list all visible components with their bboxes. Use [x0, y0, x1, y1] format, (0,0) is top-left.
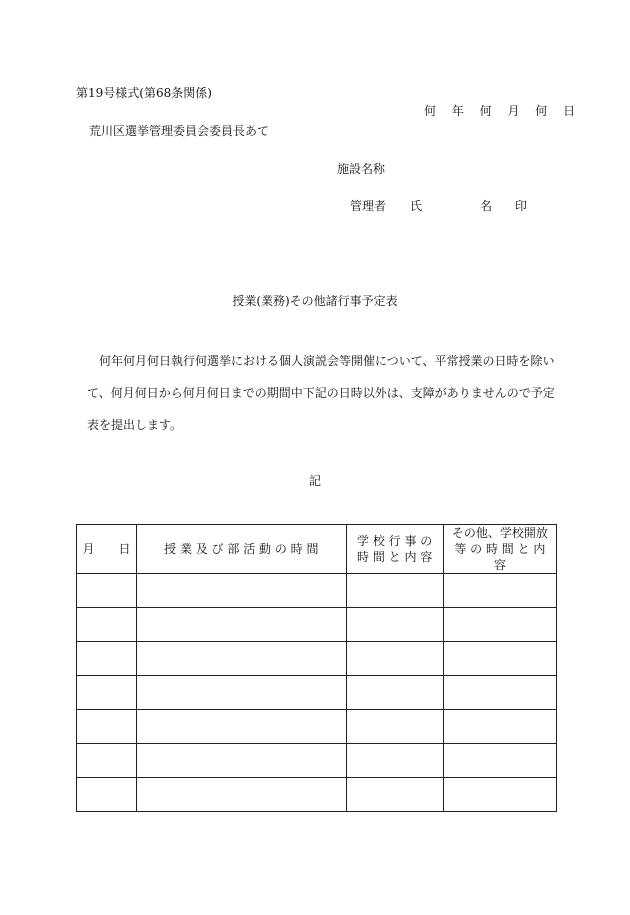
table-cell[interactable] [77, 744, 137, 778]
table-cell[interactable] [346, 642, 443, 676]
table-cell[interactable] [77, 710, 137, 744]
form-number: 第19号様式(第68条関係) [76, 86, 212, 100]
header-class-hours: 授 業 及 び 部 活 動 の 時 間 [137, 525, 346, 574]
table-cell[interactable] [443, 710, 556, 744]
table-cell[interactable] [77, 778, 137, 812]
table-cell[interactable] [443, 642, 556, 676]
table-cell[interactable] [443, 574, 556, 608]
recipient: 荒川区選挙管理委員会委員長あて [89, 124, 270, 138]
ki-marker: 記 [308, 474, 321, 488]
document-title: 授業(業務)その他諸行事予定表 [232, 294, 398, 308]
table-cell[interactable] [137, 642, 346, 676]
shi-label: 氏 [410, 199, 423, 213]
table-cell[interactable] [137, 574, 346, 608]
table-cell[interactable] [346, 778, 443, 812]
header-school-events: 学 校 行 事 の 時 間 と 内 容 [346, 525, 443, 574]
table-cell[interactable] [346, 710, 443, 744]
table-cell[interactable] [77, 608, 137, 642]
table-cell[interactable] [443, 608, 556, 642]
table-row [77, 642, 557, 676]
table-row [77, 574, 557, 608]
table-cell[interactable] [443, 778, 556, 812]
table-header-row [77, 525, 557, 574]
mei-label: 名 [480, 199, 493, 213]
table-cell[interactable] [137, 710, 346, 744]
schedule-table [76, 524, 557, 812]
table-row [77, 676, 557, 710]
table-row [77, 778, 557, 812]
table-cell[interactable] [346, 608, 443, 642]
table-cell[interactable] [77, 642, 137, 676]
table-cell[interactable] [346, 676, 443, 710]
table-cell[interactable] [346, 574, 443, 608]
table-cell[interactable] [137, 778, 346, 812]
table-cell[interactable] [443, 676, 556, 710]
header-date: 月 日 [77, 525, 137, 574]
table-cell[interactable] [77, 574, 137, 608]
table-row [77, 710, 557, 744]
table-cell[interactable] [137, 676, 346, 710]
table-cell[interactable] [346, 744, 443, 778]
table-cell[interactable] [137, 608, 346, 642]
table-row [77, 744, 557, 778]
table-row [77, 608, 557, 642]
seal-label: 印 [515, 199, 528, 213]
manager-label: 管理者 [350, 199, 387, 213]
header-other: その他、学校開放等 の 時 間 と 内 容 [443, 525, 556, 574]
table-cell[interactable] [443, 744, 556, 778]
table-cell[interactable] [137, 744, 346, 778]
date-line: 何 年 何 月 何 日 [424, 104, 582, 118]
table-cell[interactable] [77, 676, 137, 710]
facility-name-label: 施設名称 [337, 162, 386, 176]
body-text: 何年何月何日執行何選挙における個人演説会等開催について、平常授業の日時を除いて、何月何日から何月何日までの期間中下記の日時以外は、支障がありませんので予定表を提出します。 [87, 354, 555, 432]
